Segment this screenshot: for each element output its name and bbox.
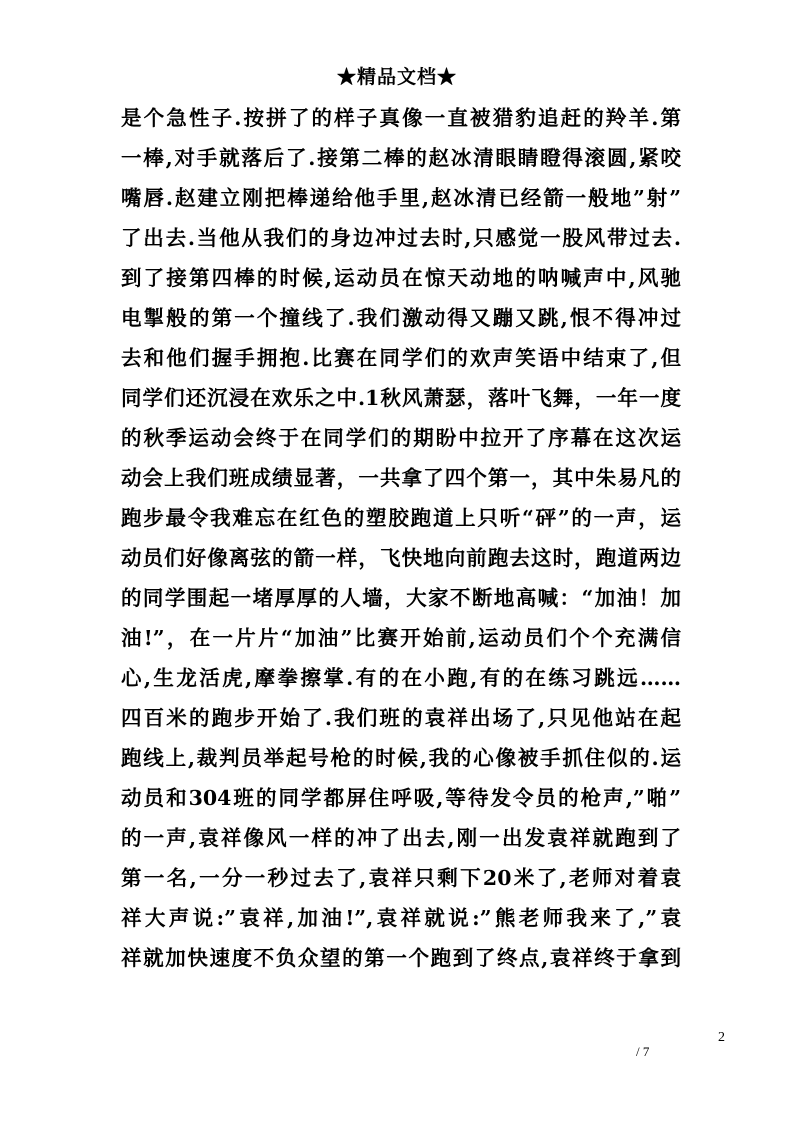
text-line: 动会上我们班成绩显著，一共拿了四个第一，其中朱易凡的 bbox=[121, 466, 681, 490]
text-line: 嘴唇.赵建立刚把棒递给他手里,赵冰清已经箭一般地”射” bbox=[121, 186, 681, 210]
text-line: 油!”，在一片片“加油”比赛开始前,运动员们个个充满信 bbox=[121, 626, 681, 650]
text-line: 跑步最令我难忘在红色的塑胶跑道上只听“砰”的一声，运 bbox=[121, 506, 681, 530]
page-number: 2 bbox=[718, 1030, 725, 1045]
text-line: 心,生龙活虎,摩拳擦掌.有的在小跑,有的在练习跳远…… bbox=[121, 666, 681, 690]
page-total: / 7 bbox=[636, 1044, 650, 1059]
text-line: 同学们还沉浸在欢乐之中.1秋风萧瑟，落叶飞舞，一年一度 bbox=[121, 386, 681, 410]
text-line: 的一声,袁祥像风一样的冲了出去,刚一出发袁祥就跑到了 bbox=[121, 826, 681, 850]
text-line: 去和他们握手拥抱.比赛在同学们的欢声笑语中结束了,但 bbox=[121, 346, 681, 370]
text-line: 一棒,对手就落后了.接第二棒的赵冰清眼睛瞪得滚圆,紧咬 bbox=[121, 146, 681, 170]
text-line: 祥大声说:”袁祥,加油!”,袁祥就说:”熊老师我来了,”袁 bbox=[121, 906, 681, 930]
text-line: 动员和304班的同学都屏住呼吸,等待发令员的枪声,”啪” bbox=[121, 786, 681, 810]
text-line: 到了接第四棒的时候,运动员在惊天动地的呐喊声中,风驰 bbox=[121, 266, 681, 290]
text-line: 是个急性子.按拼了的样子真像一直被猎豹追赶的羚羊.第 bbox=[121, 106, 681, 130]
text-line: 了出去.当他从我们的身边冲过去时,只感觉一股风带过去. bbox=[121, 226, 681, 250]
text-line: 的秋季运动会终于在同学们的期盼中拉开了序幕在这次运 bbox=[121, 426, 681, 450]
text-line: 的同学围起一堵厚厚的人墙，大家不断地高喊：“加油！加 bbox=[121, 586, 681, 610]
text-line: 动员们好像离弦的箭一样，飞快地向前跑去这时，跑道两边 bbox=[121, 546, 681, 570]
document-body bbox=[121, 98, 681, 978]
text-line: 电掣般的第一个撞线了.我们激动得又蹦又跳,恨不得冲过 bbox=[121, 306, 681, 330]
document-header: ★精品文档★ bbox=[336, 66, 457, 88]
text-line: 祥就加快速度不负众望的第一个跑到了终点,袁祥终于拿到 bbox=[121, 946, 681, 970]
text-line: 四百米的跑步开始了.我们班的袁祥出场了,只见他站在起 bbox=[121, 706, 681, 730]
text-line: 跑线上,裁判员举起号枪的时候,我的心像被手抓住似的.运 bbox=[121, 746, 681, 770]
text-line: 第一名,一分一秒过去了,袁祥只剩下20米了,老师对着袁 bbox=[121, 866, 681, 890]
